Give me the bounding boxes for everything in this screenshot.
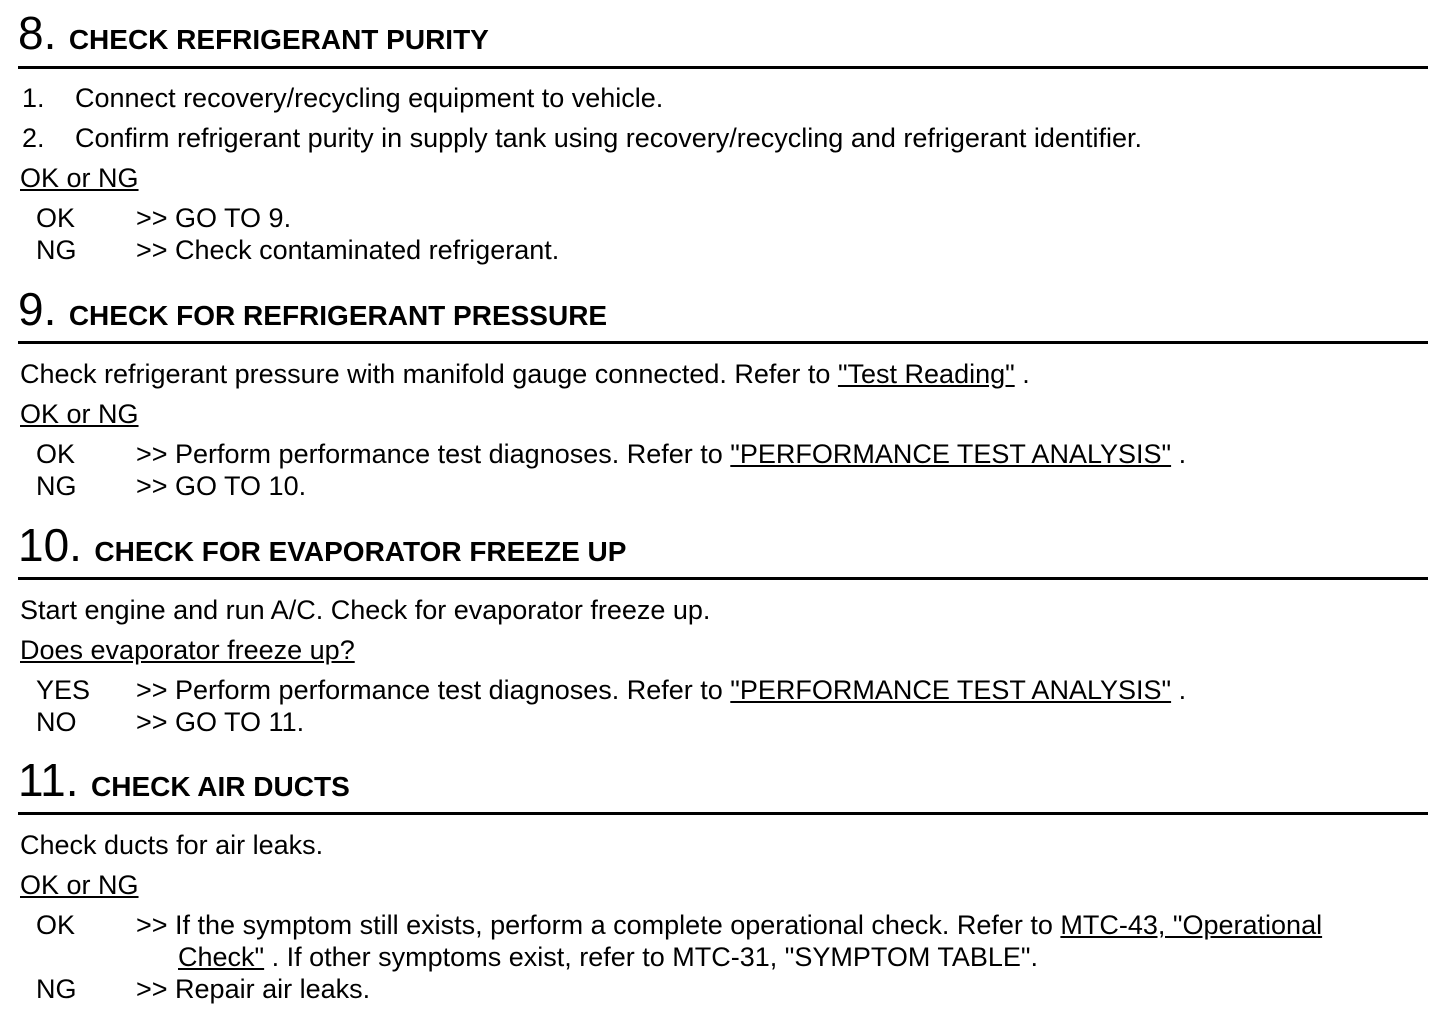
step-number: 10. — [18, 519, 82, 571]
heading-divider — [18, 577, 1428, 580]
result-text-continued — [178, 941, 1038, 973]
list-item-number: 2. — [22, 123, 45, 153]
result-key: OK — [36, 439, 76, 469]
body-text-lead: Check refrigerant pressure with manifold gauge connected. Refer to — [20, 359, 838, 389]
performance-test-analysis-link[interactable]: "PERFORMANCE TEST ANALYSIS" — [730, 675, 1172, 705]
result-key: OK — [36, 203, 76, 233]
question-label: OK or NG — [20, 399, 139, 429]
result-text: >> Check contaminated refrigerant. — [136, 235, 560, 265]
operational-check-link[interactable]: MTC-43, "Operational — [1060, 910, 1323, 940]
question-label: Does evaporator freeze up? — [20, 635, 355, 665]
result-text-lead: >> Perform performance test diagnoses. Refer to — [136, 439, 731, 469]
result-text-tail: . — [1171, 439, 1187, 469]
performance-test-analysis-link[interactable]: "PERFORMANCE TEST ANALYSIS" — [730, 439, 1172, 469]
test-reading-link[interactable]: "Test Reading" — [837, 359, 1015, 389]
body-text-tail: . — [1014, 359, 1030, 389]
question-label: OK or NG — [20, 870, 139, 900]
step-11-heading — [18, 754, 1428, 806]
result-key: OK — [36, 910, 76, 940]
step-9-heading — [18, 283, 1428, 335]
step-number: 9. — [18, 283, 57, 335]
result-text: >> Repair air leaks. — [136, 974, 371, 1004]
question-label: OK or NG — [20, 163, 139, 193]
result-text — [136, 438, 1186, 470]
result-text-lead: >> Perform performance test diagnoses. Refer to — [136, 675, 731, 705]
step-title: CHECK FOR EVAPORATOR FREEZE UP — [94, 536, 627, 567]
result-key: NG — [36, 235, 77, 265]
result-text-lead: >> If the symptom still exists, perform a complete operational check. Refer to — [136, 910, 1061, 940]
result-text: >> GO TO 10. — [136, 471, 307, 501]
result-text: >> GO TO 9. — [136, 203, 292, 233]
result-key: NO — [36, 707, 77, 737]
body-text: Start engine and run A/C. Check for evaporator freeze up. — [20, 595, 711, 625]
body-text — [20, 358, 1030, 390]
step-title: CHECK AIR DUCTS — [91, 771, 350, 802]
heading-divider — [18, 341, 1428, 344]
step-8-heading — [18, 7, 1428, 59]
step-title: CHECK REFRIGERANT PURITY — [68, 24, 489, 55]
result-key: NG — [36, 471, 77, 501]
result-text-tail: . If other symptoms exist, refer to MTC-31, "SYMPTOM TABLE". — [264, 942, 1038, 972]
list-item-text: Confirm refrigerant purity in supply tank using recovery/recycling and refrigerant identifier. — [75, 123, 1142, 153]
step-number: 11. — [18, 754, 79, 806]
result-text: >> GO TO 11. — [136, 707, 305, 737]
body-text: Check ducts for air leaks. — [20, 830, 324, 860]
operational-check-link-continued[interactable]: Check" — [178, 942, 265, 972]
list-item-number: 1. — [22, 83, 45, 113]
heading-divider — [18, 812, 1428, 815]
heading-divider — [18, 66, 1428, 69]
result-key: YES — [36, 675, 91, 705]
step-10-heading — [18, 519, 1428, 571]
step-title: CHECK FOR REFRIGERANT PRESSURE — [68, 300, 608, 331]
result-text — [136, 674, 1186, 706]
step-number: 8. — [18, 7, 57, 59]
result-text-tail: . — [1171, 675, 1187, 705]
result-text — [136, 909, 1322, 941]
list-item-text: Connect recovery/recycling equipment to vehicle. — [75, 83, 664, 113]
result-key: NG — [36, 974, 77, 1004]
